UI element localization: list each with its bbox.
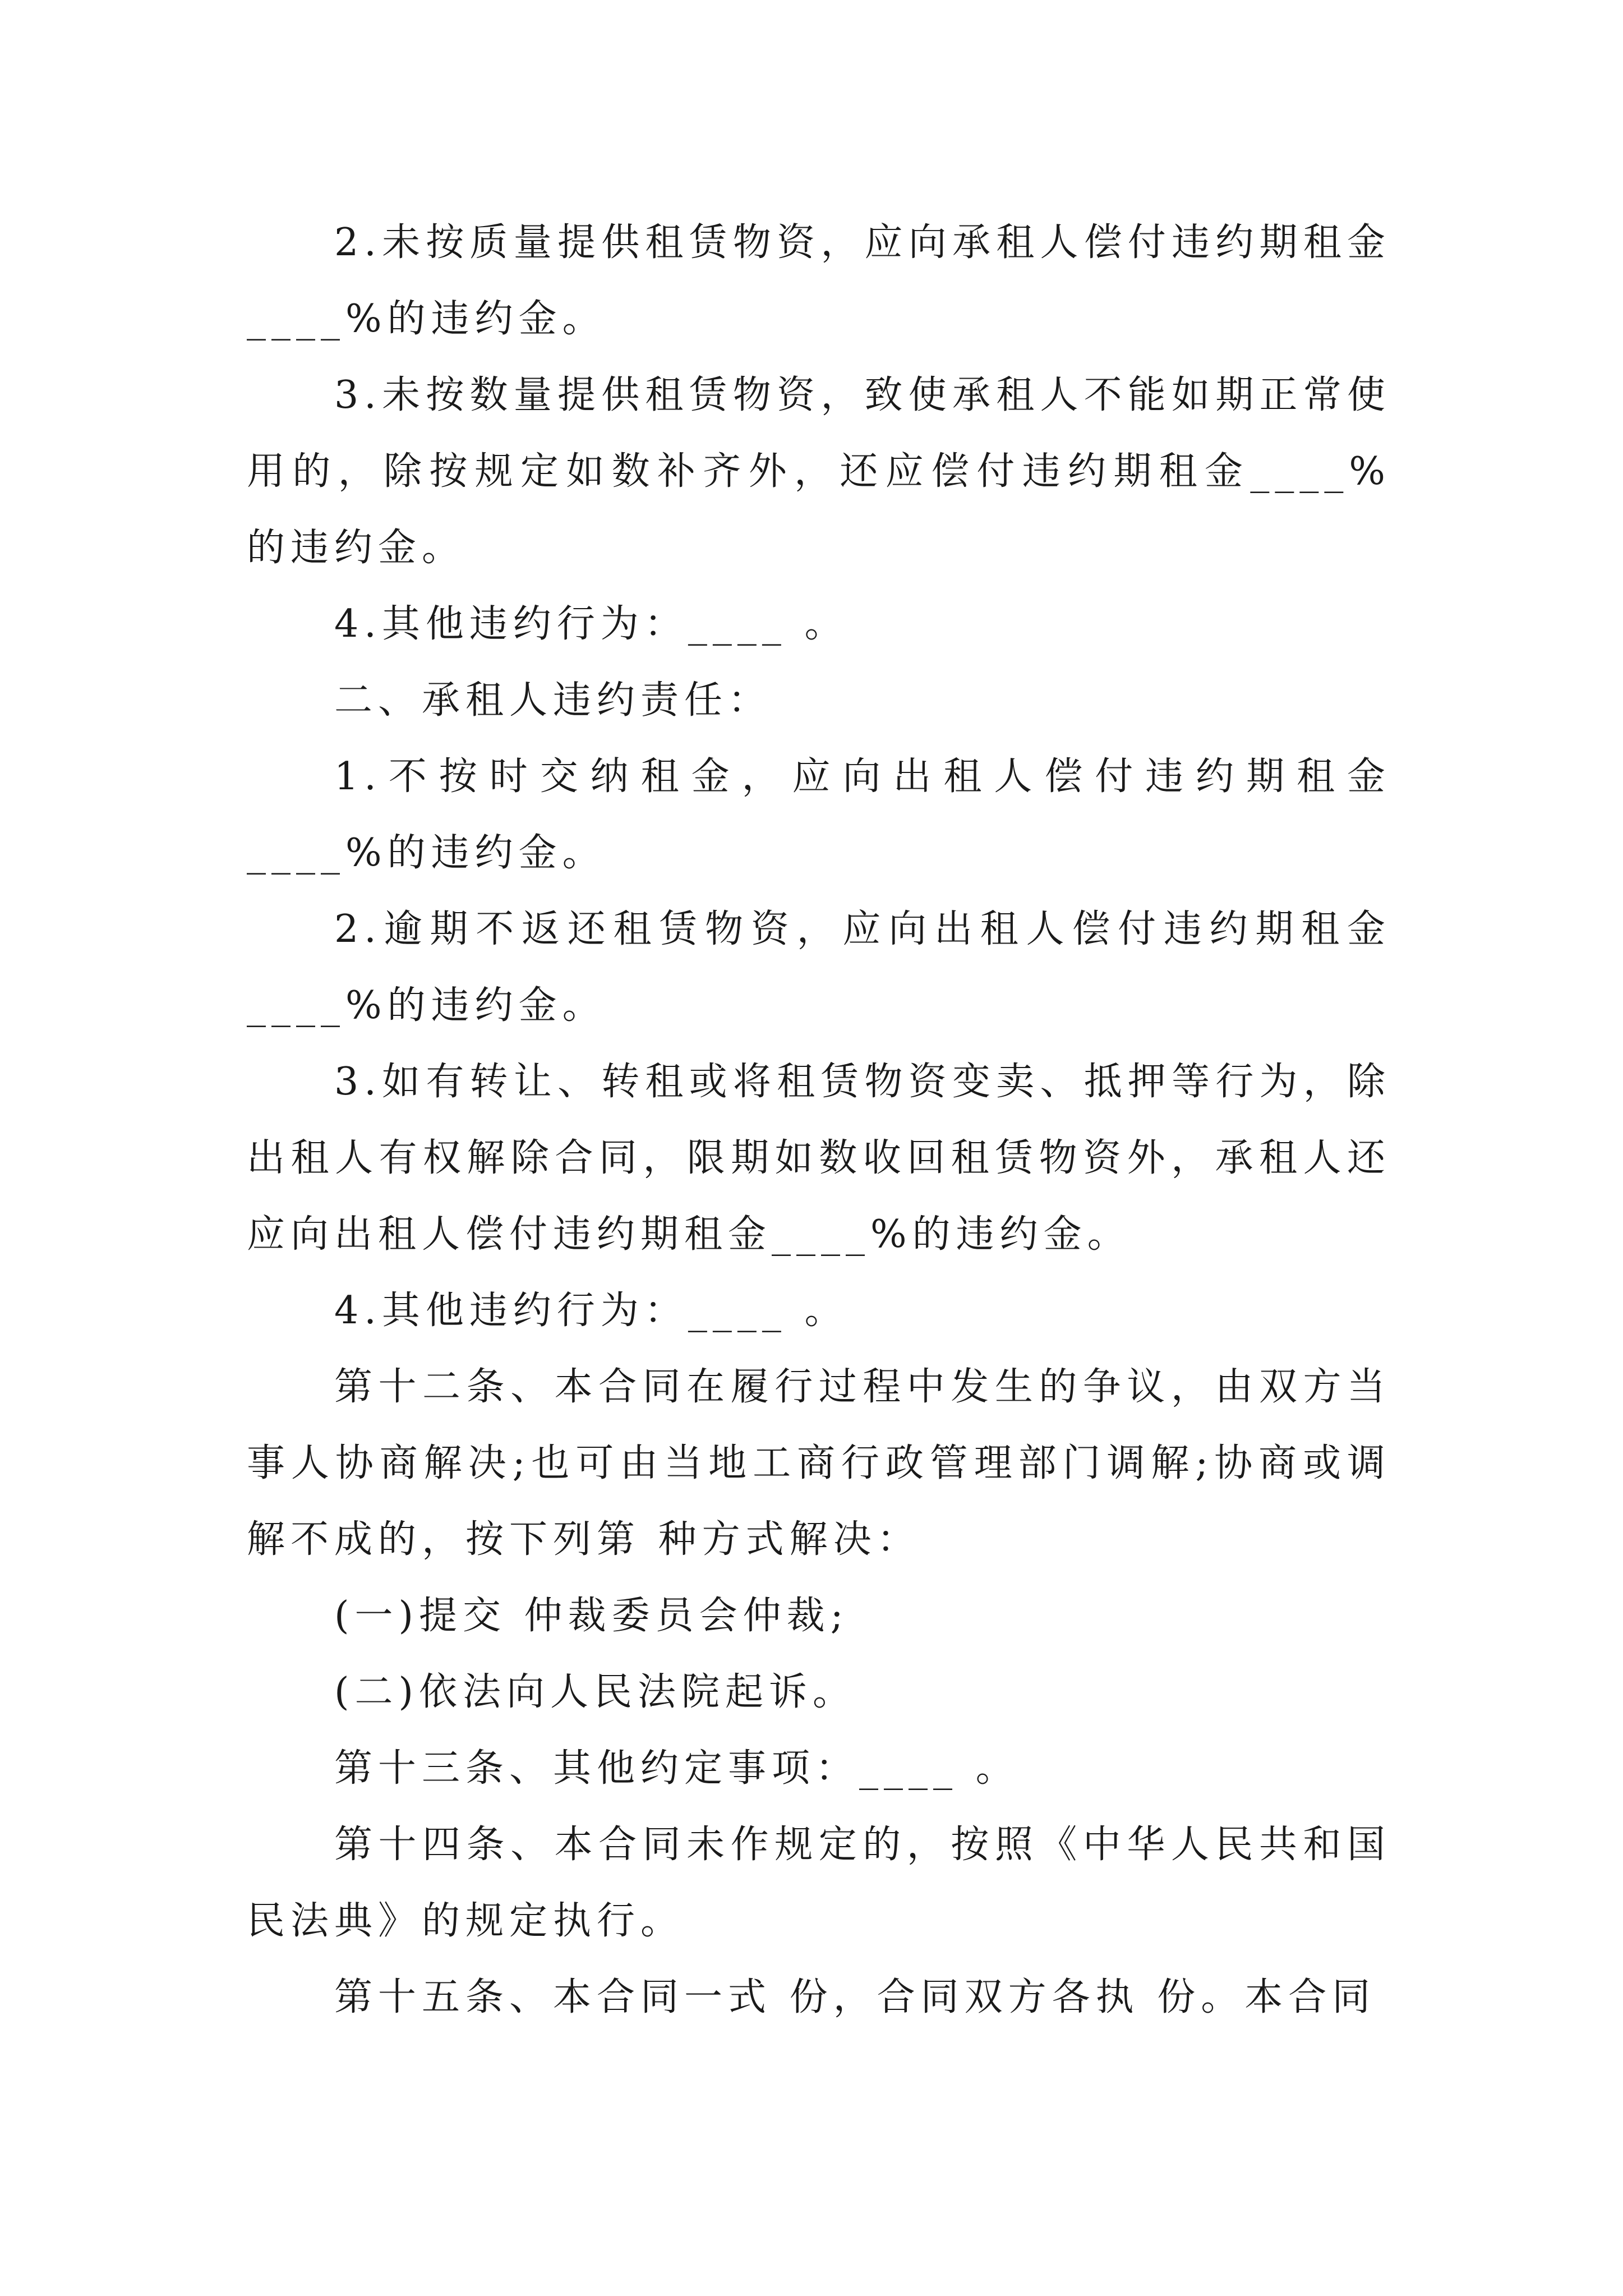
document-body (247, 205, 1409, 2036)
paragraph-lessor-quantity-breach: 3.未按数量提供租赁物资，致使承租人不能如期正常使用的，除按规定如数补齐外，还应偿付违约期租金____%的违约金。 (247, 373, 1391, 570)
option-arbitration: (一)提交 仲裁委员会仲裁; (334, 1594, 849, 1638)
option-litigation: (二)依法向人民法院起诉。 (334, 1670, 857, 1714)
paragraph-lessee-overdue-return: 2.逾期不返还租赁物资，应向出租人偿付违约期租金____%的违约金。 (247, 907, 1391, 1028)
article-15-copies: 第十五条、本合同一式 份，合同双方各执 份。本合同 (334, 1975, 1376, 2019)
paragraph-lessor-quality-breach: 2.未按质量提供租赁物资，应向承租人偿付违约期租金____%的违约金。 (247, 220, 1391, 341)
article-13-other-matters: 第十三条、其他约定事项：____ 。 (334, 1746, 1020, 1791)
paragraph-lessee-late-rent: 1.不按时交纳租金，应向出租人偿付违约期租金 ____%的违约金。 (247, 754, 1409, 875)
paragraph-lessee-transfer: 3.如有转让、转租或将租赁物资变卖、抵押等行为，除出租人有权解除合同，限期如数收回租赁物资外，承租人还应向出租人偿付违约期租金____%的违约金。 (247, 1060, 1391, 1257)
paragraph-lessor-other-breach: 4.其他违约行为：____ 。 (334, 602, 849, 646)
article-12-dispute: 第十二条、本合同在履行过程中发生的争议，由双方当事人协商解决;也可由当地工商行政管理部门调解;协商或调解不成的，按下列第 种方式解决： (247, 1365, 1391, 1562)
paragraph-lessee-other-breach: 4.其他违约行为：____ 。 (334, 1289, 849, 1333)
article-14-applicable-law: 第十四条、本合同未作规定的，按照《中华人民共和国民法典》的规定执行。 (247, 1823, 1391, 1943)
section-heading-lessee-liability: 二、承租人违约责任： (334, 678, 772, 723)
